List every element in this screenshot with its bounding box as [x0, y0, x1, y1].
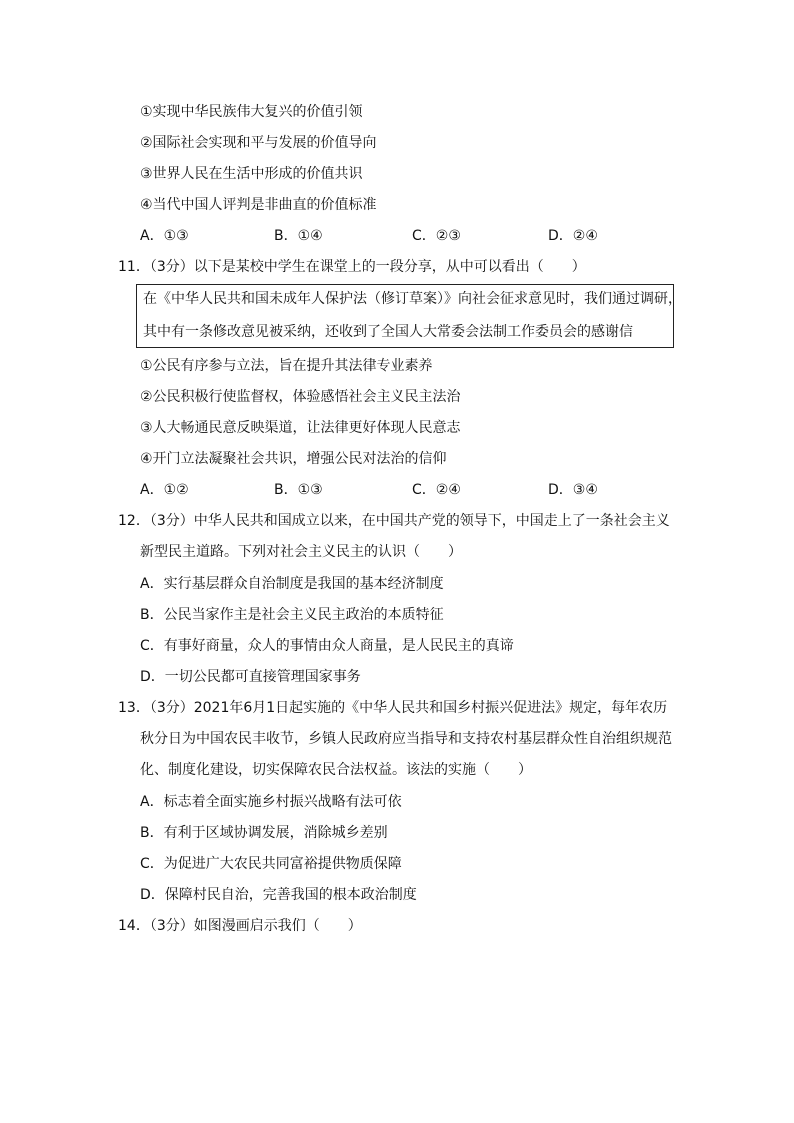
- q13-stem-line-3: 化、制度化建设，切实保障农民合法权益。该法的实施（ ）: [140, 762, 532, 778]
- q10-option-d: D．②④: [548, 228, 598, 244]
- q13-option-b: B．有利于区域协调发展，消除城乡差别: [140, 825, 388, 841]
- q11-options: [140, 481, 660, 499]
- q11-statement-2: ②公民积极行使监督权，体验感悟社会主义民主法治: [140, 389, 461, 405]
- q11-material-box: [136, 284, 682, 348]
- q11-statement-3: ③人大畅通民意反映渠道，让法律更好体现人民意志: [140, 420, 461, 436]
- q11-option-a: A．①②: [140, 482, 189, 498]
- q11-option-c: C．②④: [412, 482, 461, 498]
- q11-statement-4: ④开门立法凝聚社会共识，增强公民对法治的信仰: [140, 451, 447, 467]
- q13-option-c: C．为促进广大农民共同富裕提供物质保障: [140, 856, 402, 872]
- q13-stem-line-1: 13．（3分）2021年6月1日起实施的《中华人民共和国乡村振兴促进法》规定，每年农历: [118, 700, 668, 716]
- q10-statement-1: ①实现中华民族伟大复兴的价值引领: [140, 104, 363, 120]
- q10-statement-3: ③世界人民在生活中形成的价值共识: [140, 166, 363, 182]
- q12-option-b: B．公民当家作主是社会主义民主政治的本质特征: [140, 607, 444, 623]
- q11-option-d: D．③④: [548, 482, 598, 498]
- q10-option-b: B．①④: [274, 228, 323, 244]
- q12-stem-line-2: 新型民主道路。下列对社会主义民主的认识（ ）: [140, 544, 462, 560]
- q14-stem: 14．（3分）如图漫画启示我们（ ）: [118, 918, 362, 934]
- q10-option-c: C．②③: [412, 228, 461, 244]
- q11-material-line-2: 其中有一条修改意见被采纳，还收到了全国人大常委会法制工作委员会的感谢信: [143, 324, 633, 340]
- q13-stem-line-2: 秋分日为中国农民丰收节，乡镇人民政府应当指导和支持农村基层群众性自治组织规范: [140, 731, 672, 747]
- q13-option-a: A．标志着全面实施乡村振兴战略有法可依: [140, 794, 402, 810]
- q13-option-d: D．保障村民自治，完善我国的根本政治制度: [140, 887, 417, 903]
- q12-option-a: A．实行基层群众自治制度是我国的基本经济制度: [140, 576, 444, 592]
- q12-option-c: C．有事好商量，众人的事情由众人商量，是人民民主的真谛: [140, 638, 514, 654]
- q10-statement-2: ②国际社会实现和平与发展的价值导向: [140, 135, 377, 151]
- q11-stem: 11．（3分）以下是某校中学生在课堂上的一段分享，从中可以看出（ ）: [118, 259, 586, 275]
- q12-stem-line-1: 12．（3分）中华人民共和国成立以来，在中国共产党的领导下，中国走上了一条社会主义: [118, 513, 670, 529]
- q10-statement-4: ④当代中国人评判是非曲直的价值标准: [140, 197, 377, 213]
- q10-options: [140, 227, 660, 245]
- q11-material-line-1: 在《中华人民共和国未成年人保护法（修订草案）》向社会征求意见时，我们通过调研，: [143, 291, 682, 307]
- q10-option-a: A．①③: [140, 228, 189, 244]
- q11-statement-1: ①公民有序参与立法，旨在提升其法律专业素养: [140, 358, 433, 374]
- q12-option-d: D．一切公民都可直接管理国家事务: [140, 669, 361, 685]
- q11-option-b: B．①③: [274, 482, 323, 498]
